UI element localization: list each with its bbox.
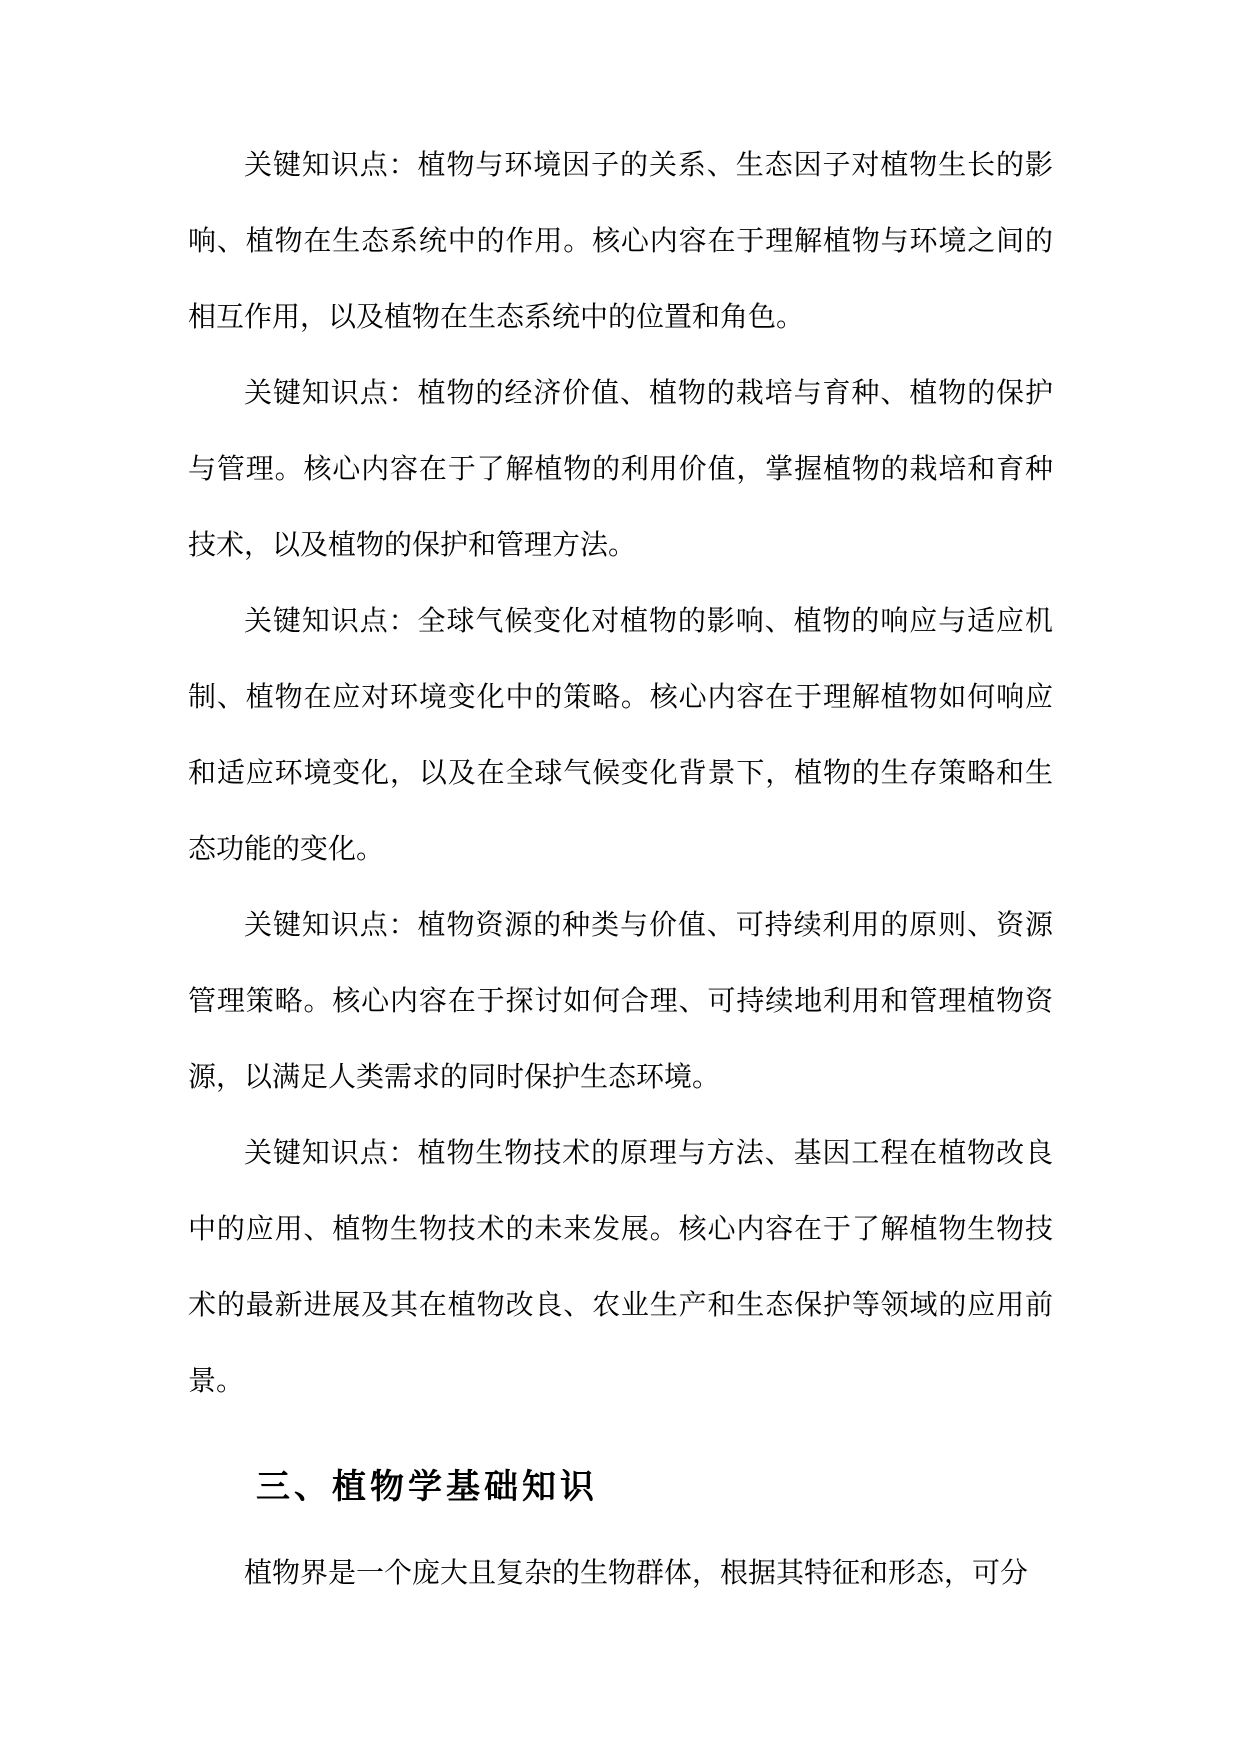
key-point-paragraph-3: 关键知识点：全球气候变化对植物的影响、植物的响应与适应机制、植物在应对环境变化中的策略。核心内容在于理解植物如何响应和适应环境变化，以及在全球气候变化背景下，植物的生存策略和生态功能的变化。 [188, 606, 1053, 865]
key-point-paragraph-4: 关键知识点：植物资源的种类与价值、可持续利用的原则、资源管理策略。核心内容在于探讨如何合理、可持续地利用和管理植物资源，以满足人类需求的同时保护生态环境。 [188, 910, 1053, 1093]
page-content [188, 128, 1053, 1612]
key-point-paragraph-5: 关键知识点：植物生物技术的原理与方法、基因工程在植物改良中的应用、植物生物技术的未来发展。核心内容在于了解植物生物技术的最新进展及其在植物改良、农业生产和生态保护等领域的应用前景。 [188, 1138, 1053, 1397]
key-point-paragraph-2: 关键知识点：植物的经济价值、植物的栽培与育种、植物的保护与管理。核心内容在于了解植物的利用价值，掌握植物的栽培和育种技术，以及植物的保护和管理方法。 [188, 378, 1053, 561]
key-point-paragraph-1: 关键知识点：植物与环境因子的关系、生态因子对植物生长的影响、植物在生态系统中的作用。核心内容在于理解植物与环境之间的相互作用，以及植物在生态系统中的位置和角色。 [188, 150, 1053, 333]
intro-paragraph: 植物界是一个庞大且复杂的生物群体，根据其特征和形态，可分 [244, 1558, 1029, 1589]
section-heading: 三、植物学基础知识 [256, 1468, 598, 1506]
